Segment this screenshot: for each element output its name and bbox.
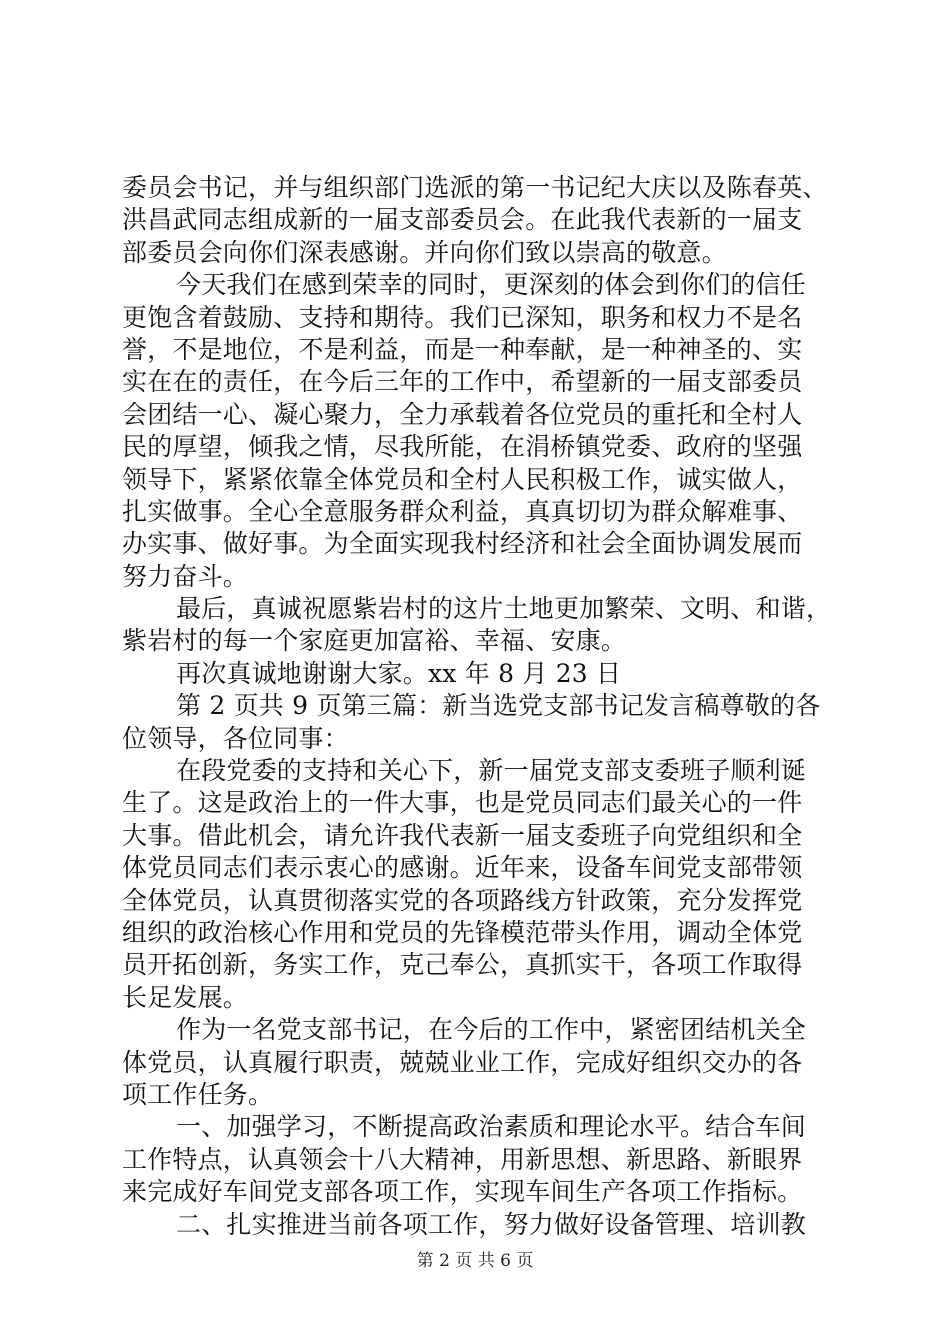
- text-line: 紫岩村的每一个家庭更加富裕、幸福、安康。: [122, 626, 627, 656]
- text-line: 组织的政治核心作用和党员的先锋模范带头作用，调动全体党: [122, 917, 803, 947]
- text-line: 二、扎实推进当前各项工作，努力做好设备管理、培训教: [176, 1209, 807, 1239]
- text-line: 民的厚望，倾我之情，尽我所能，在涓桥镇党委、政府的坚强: [122, 432, 803, 462]
- text-line: 部委员会向你们深表感谢。并向你们致以崇高的敬意。: [122, 237, 727, 267]
- text-line: 全体党员，认真贯彻落实党的各项路线方针政策，充分发挥党: [122, 885, 803, 915]
- text-line: 会团结一心、凝心聚力，全力承载着各位党员的重托和全村人: [122, 399, 803, 429]
- text-line: 洪昌武同志组成新的一届支部委员会。在此我代表新的一届支: [122, 205, 803, 235]
- text-line: 长足发展。: [122, 982, 249, 1012]
- text-line: 作为一名党支部书记，在今后的工作中，紧密团结机关全: [176, 1015, 807, 1045]
- text-line: 大事。借此机会，请允许我代表新一届支委班子向党组织和全: [122, 820, 803, 850]
- text-line: 位领导，各位同事：: [122, 723, 349, 753]
- text-line: 扎实做事。全心全意服务群众利益，真真切切为群众解难事、: [122, 496, 803, 526]
- text-line: 最后，真诚祝愿紫岩村的这片土地更加繁荣、文明、和谐，: [176, 594, 832, 624]
- text-line: 第 2 页共 9 页第三篇：新当选党支部书记发言稿尊敬的各: [176, 691, 821, 721]
- text-line: 体党员同志们表示衷心的感谢。近年来，设备车间党支部带领: [122, 853, 803, 883]
- text-line: 誉，不是地位，不是利益，而是一种奉献，是一种神圣的、实: [122, 334, 803, 364]
- text-line: 项工作任务。: [122, 1079, 274, 1109]
- text-line: 一、加强学习，不断提高政治素质和理论水平。结合车间: [176, 1112, 807, 1142]
- text-line: 体党员，认真履行职责，兢兢业业工作，完成好组织交办的各: [122, 1047, 803, 1077]
- text-line: 更饱含着鼓励、支持和期待。我们已深知，职务和权力不是名: [122, 302, 803, 332]
- text-line: 今天我们在感到荣幸的同时，更深刻的体会到你们的信任: [176, 270, 807, 300]
- text-line: 努力奋斗。: [122, 561, 249, 591]
- document-body: [122, 172, 842, 1241]
- text-line: 工作特点，认真领会十八大精神，用新思想、新思路、新眼界: [122, 1144, 803, 1174]
- text-line: 在段党委的支持和关心下，新一届党支部支委班子顺利诞: [176, 756, 807, 786]
- text-line: 办实事、做好事。为全面实现我村经济和社会全面协调发展而: [122, 529, 803, 559]
- text-line: 员开拓创新，务实工作，克己奉公，真抓实干，各项工作取得: [122, 950, 803, 980]
- text-line: 委员会书记，并与组织部门选派的第一书记纪大庆以及陈春英、: [122, 173, 828, 202]
- text-line: 生了。这是政治上的一件大事，也是党员同志们最关心的一件: [122, 788, 803, 818]
- text-line: 实在在的责任，在今后三年的工作中，希望新的一届支部委员: [122, 367, 803, 397]
- text-line: 来完成好车间党支部各项工作，实现车间生产各项工作指标。: [122, 1177, 803, 1207]
- text-line: 领导下，紧紧依靠全体党员和全村人民积极工作，诚实做人，: [122, 464, 803, 494]
- text-line: 再次真诚地谢谢大家。xx 年 8 月 23 日: [176, 658, 622, 688]
- page-footer: 第 2 页 共 6 页: [416, 1251, 534, 1271]
